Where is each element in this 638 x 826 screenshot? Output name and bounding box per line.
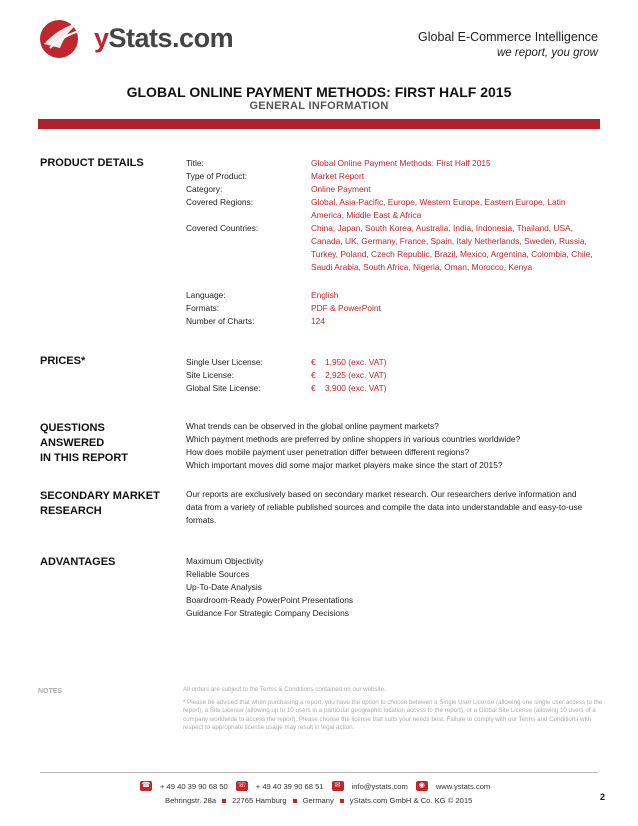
detail-key-type: Type of Product:	[186, 171, 247, 181]
detail-key-regions: Covered Regions:	[186, 197, 254, 207]
page-number: 2	[600, 792, 606, 802]
detail-key-title: Title:	[186, 158, 204, 168]
separator-square-icon	[222, 799, 226, 803]
title-divider-bar	[38, 119, 600, 129]
detail-value-type: Market Report	[311, 171, 365, 181]
detail-value-title: Global Online Payment Methods: First Half 2015	[311, 158, 491, 168]
phone-icon: ☎	[141, 782, 151, 789]
advantage-item: Maximum Objectivity	[186, 556, 264, 566]
footer-company: yStats.com GmbH & Co. KG © 2015	[349, 796, 473, 805]
question-item: Which important moves did some major market players make since the start of 2015?	[186, 460, 503, 470]
footer-fax: + 49 40 39 90 68 51	[255, 781, 324, 791]
page-title: GLOBAL ONLINE PAYMENT METHODS: FIRST HALF 2015	[126, 84, 512, 100]
question-item: Which payment methods are preferred by online shoppers in various countries worldwide?	[186, 434, 521, 444]
footer-address-row	[165, 796, 472, 805]
page-header	[0, 0, 638, 80]
page-subtitle: GENERAL INFORMATION	[249, 100, 389, 112]
advantage-item: Boardroom-Ready PowerPoint Presentations	[186, 595, 354, 605]
secondary-label-line: SECONDARY MARKET	[40, 490, 160, 502]
detail-value-formats: PDF & PowerPoint	[311, 303, 381, 313]
separator-square-icon	[340, 799, 344, 803]
questions-list	[186, 420, 596, 472]
price-key-site: Site License:	[186, 370, 234, 380]
advantages-list	[186, 555, 596, 620]
secondary-label-line: RESEARCH	[40, 505, 102, 517]
footer-email[interactable]: info@ystats.com	[351, 781, 408, 791]
price-value-site: € 2,925 (exc. VAT)	[311, 370, 387, 380]
prices-label: PRICES*	[40, 355, 86, 367]
price-key-single: Single User License:	[186, 357, 263, 367]
questions-label	[40, 421, 128, 466]
question-item: How does mobile payment user penetration differ between different regions?	[186, 447, 470, 457]
product-details-label: PRODUCT DETAILS	[40, 157, 144, 169]
notes-label: NOTES	[38, 688, 63, 695]
detail-value-language: English	[311, 290, 339, 300]
footer-contact-row	[140, 781, 490, 791]
footer-city: 22765 Hamburg	[232, 796, 287, 805]
detail-key-charts: Number of Charts:	[186, 316, 255, 326]
ystats-logo-icon	[36, 14, 86, 60]
notes-license-disclaimer: * Please be advised that when purchasing a report, you have the option to choose between a Single User License (allowing one single user access to the report), a Site License (allowing up to 10 users in a particular geographic location access to the report), or a Global Site License (allowing 10 users of a company worldwide to access the report). Please choose the license that suits your needs best. Failure to comply with our Terms and Conditions with respect to appropriate license usage may result in legal action.	[183, 699, 603, 732]
footer-web[interactable]: www.ystats.com	[435, 781, 491, 791]
footer-street: Behringstr. 28a	[165, 796, 217, 805]
question-item: What trends can be observed in the global online payment markets?	[186, 421, 439, 431]
footer-country: Germany	[302, 796, 334, 805]
detail-value-countries: China, Japan, South Korea, Australia, India, Indonesia, Thailand, USA, Canada, UK, Germany, France, Spain, Italy Netherlands, Sweden, Russia, Turkey, Poland, Czech Republic, Brazil, Mexico, Argentina, Colombia, Chile, Saudi Arabia, South Africa, Nigeria, Oman, Morocco, Kenya	[311, 223, 593, 272]
secondary-research-paragraph: Our reports are exclusively based on secondary market research. Our researchers derive information and data from a variety of reliable published sources and compile the data into understandable and easy-to-use formats.	[186, 489, 583, 525]
notes-terms: All orders are subject to the Terms & Conditions contained on our website.	[183, 686, 386, 693]
detail-key-formats: Formats:	[186, 303, 220, 313]
questions-label-line: IN THIS REPORT	[40, 452, 129, 464]
advantage-item: Up-To-Date Analysis	[186, 582, 262, 592]
footer-phone: + 49 40 39 90 68 50	[160, 781, 228, 791]
price-value-single: € 1,950 (exc. VAT)	[311, 357, 387, 367]
secondary-research-text	[186, 488, 586, 527]
advantage-item: Guidance For Strategic Company Decisions	[186, 608, 349, 618]
advantages-label: ADVANTAGES	[40, 556, 116, 568]
web-icon: ◉	[416, 781, 428, 791]
questions-label-line: ANSWERED	[40, 437, 105, 449]
logo-wordmark: yStats.com	[94, 23, 234, 53]
detail-value-category: Online Payment	[311, 184, 371, 194]
detail-key-category: Category:	[186, 184, 223, 194]
detail-value-regions: Global, Asia-Pacific, Europe, Western Europe, Eastern Europe, Latin America, Middle East & Africa	[311, 197, 566, 220]
separator-square-icon	[293, 799, 297, 803]
questions-label-line: QUESTIONS	[40, 422, 105, 434]
email-icon: ✉	[332, 781, 344, 791]
detail-key-language: Language:	[186, 290, 226, 300]
advantage-item: Reliable Sources	[186, 569, 250, 579]
footer-divider	[40, 772, 598, 773]
tagline-primary: Global E-Commerce Intelligence	[418, 30, 598, 44]
price-key-global: Global Site License:	[186, 383, 261, 393]
detail-value-charts: 124	[311, 316, 325, 326]
secondary-research-label	[40, 489, 160, 519]
tagline-secondary: we report, you grow	[497, 47, 598, 59]
price-value-global: € 3,900 (exc. VAT)	[311, 383, 387, 393]
detail-key-countries: Covered Countries:	[186, 223, 259, 233]
fax-icon: ☏	[237, 782, 247, 789]
